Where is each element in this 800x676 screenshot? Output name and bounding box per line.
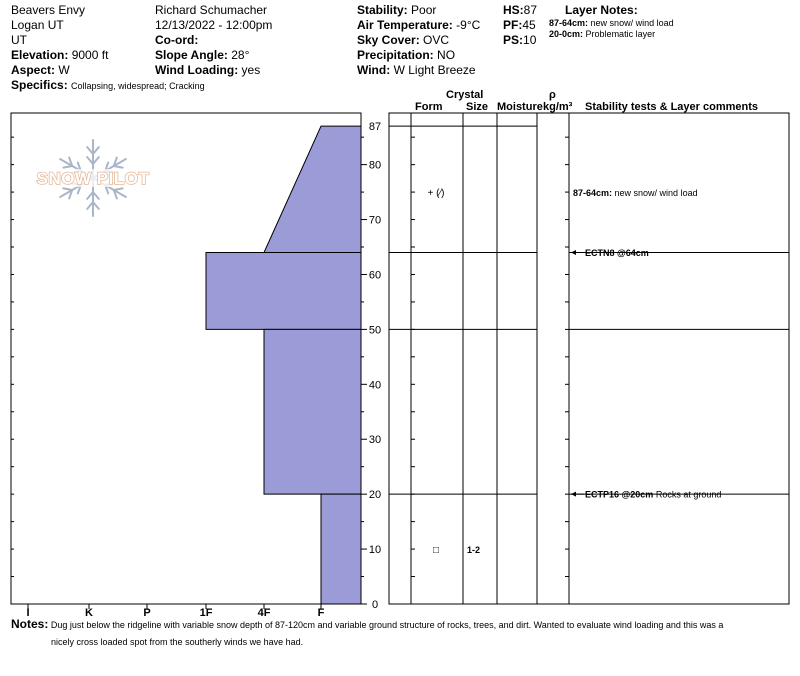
table-height-ticks (411, 137, 569, 604)
hardness-tick-label: 4F (257, 607, 271, 619)
notes-line-2: nicely cross loaded spot from the southerly winds we have had. (51, 637, 304, 647)
col-header-moisture: Moisture (497, 101, 543, 113)
height-tick-label: 10 (368, 544, 382, 557)
layer-table-frame (389, 113, 789, 604)
snowflake-branch (63, 166, 72, 168)
column-headers (415, 89, 758, 113)
notes-line-1 (11, 616, 791, 634)
grain-size: 1-2 (467, 545, 481, 556)
layer-note-1-range: 87-64cm: (549, 18, 589, 28)
height-tick-label: 30 (368, 434, 382, 447)
col-header-size: Size (466, 101, 489, 113)
height-tick-label: 87 (368, 121, 382, 134)
pf-label: PF: (503, 18, 523, 32)
notes-text-1: Dug just below the ridgeline with variable snow depth of 87-120cm and variable ground structure of rocks, trees, and dirt. Wanted to evaluate wind loading and this was a (50, 620, 724, 630)
height-tick-label: 20 (368, 489, 382, 502)
stability-test-label: ECTP16 @20cm (585, 489, 654, 500)
height-tick-label: 80 (368, 159, 382, 172)
col-header-crystal: Crystal (446, 89, 484, 101)
layer-comment (573, 188, 698, 198)
hardness-tick-label: I (26, 607, 30, 619)
sky-label: Sky Cover: (357, 33, 420, 47)
wind-loading-value: yes (241, 63, 261, 77)
hardness-layer-bar (206, 253, 361, 330)
hardness-layer-bar (321, 494, 361, 604)
hardness-tick-label: K (85, 607, 93, 619)
location-name: Beavers Envy (11, 3, 86, 17)
elevation-value: 9000 ft (71, 48, 109, 62)
layer-note-2-range: 20-0cm: (549, 29, 584, 39)
hardness-tick-label: 1F (199, 607, 213, 619)
ps-label: PS: (503, 33, 524, 47)
logo-text: SNOW PILOT (36, 169, 150, 188)
aspect-value: W (58, 63, 70, 77)
hardness-tick-label: P (143, 607, 151, 619)
elevation-label: Elevation: (11, 48, 69, 62)
air-temp-value: -9°C (456, 18, 481, 32)
height-axis (361, 121, 381, 611)
stability-test-label: ECTN8 @64cm (585, 248, 649, 259)
snowflake-branch (114, 188, 123, 190)
location-city: Logan UT (11, 18, 64, 32)
test-arrow-head (571, 250, 576, 255)
stability-test-result (585, 490, 721, 500)
aspect-label: Aspect: (11, 63, 56, 77)
height-tick-label: 40 (368, 379, 382, 392)
ps-value: 10 (523, 33, 537, 47)
stability-test-result (585, 248, 649, 258)
snowpilot-logo (35, 140, 151, 216)
stability-label: Stability: (357, 3, 408, 17)
layer-comment-range: 87-64cm: (573, 188, 613, 199)
layer-comment-text: new snow/ wind load (612, 188, 698, 199)
layer-notes-title: Layer Notes: (565, 3, 638, 17)
location-state: UT (11, 33, 27, 47)
stability-test-comment: Rocks at ground (653, 489, 722, 500)
observation-datetime: 12/13/2022 - 12:00pm (155, 18, 273, 32)
col-header-stability: Stability tests & Layer comments (585, 101, 759, 113)
col-header-density: kg/m³ (543, 101, 573, 113)
hardness-layer-bar (264, 126, 361, 252)
hardness-tick-label: F (317, 607, 325, 619)
notes-section (11, 616, 791, 651)
specifics-label: Specifics: (11, 78, 68, 92)
wind-value: W Light Breeze (393, 63, 476, 77)
slope-label: Slope Angle: (155, 48, 228, 62)
air-temp-label: Air Temperature: (357, 18, 453, 32)
precip-value: NO (437, 48, 456, 62)
coord-label: Co-ord: (155, 33, 199, 47)
layer-boundaries (389, 126, 789, 494)
col-header-form: Form (415, 101, 443, 113)
height-tick-label: 50 (368, 324, 382, 337)
layer-note-1-text: new snow/ wind load (590, 18, 674, 28)
slope-value: 28° (231, 48, 250, 62)
notes-label: Notes: (11, 617, 49, 631)
specifics-value: Collapsing, widespread; Cracking (71, 81, 205, 91)
wind-loading-label: Wind Loading: (155, 63, 239, 77)
layer-comments (573, 188, 698, 198)
pf-value: 45 (522, 18, 536, 32)
col-header-rho: ρ (549, 89, 556, 101)
hs-value: 87 (523, 3, 538, 17)
grain-observations (428, 188, 480, 556)
snowflake-branch (63, 188, 72, 190)
grain-form: + (⁄) (427, 188, 445, 200)
precip-label: Precipitation: (357, 48, 434, 62)
hardness-profile (206, 126, 361, 604)
stability-tests (571, 248, 721, 500)
sky-value: OVC (423, 33, 450, 47)
grain-form: □ (432, 545, 440, 557)
snowflake-branch (114, 166, 123, 168)
height-tick-label: 0 (371, 599, 379, 611)
test-arrow-head (571, 492, 576, 497)
hs-label: HS: (503, 3, 524, 17)
height-tick-label: 70 (368, 214, 382, 227)
observer-name: Richard Schumacher (155, 3, 268, 17)
stability-value: Poor (411, 3, 437, 17)
hardness-layer-bar (264, 329, 361, 494)
layer-note-2-text: Problematic layer (585, 29, 656, 39)
height-tick-label: 60 (368, 269, 382, 282)
wind-label: Wind: (357, 63, 391, 77)
